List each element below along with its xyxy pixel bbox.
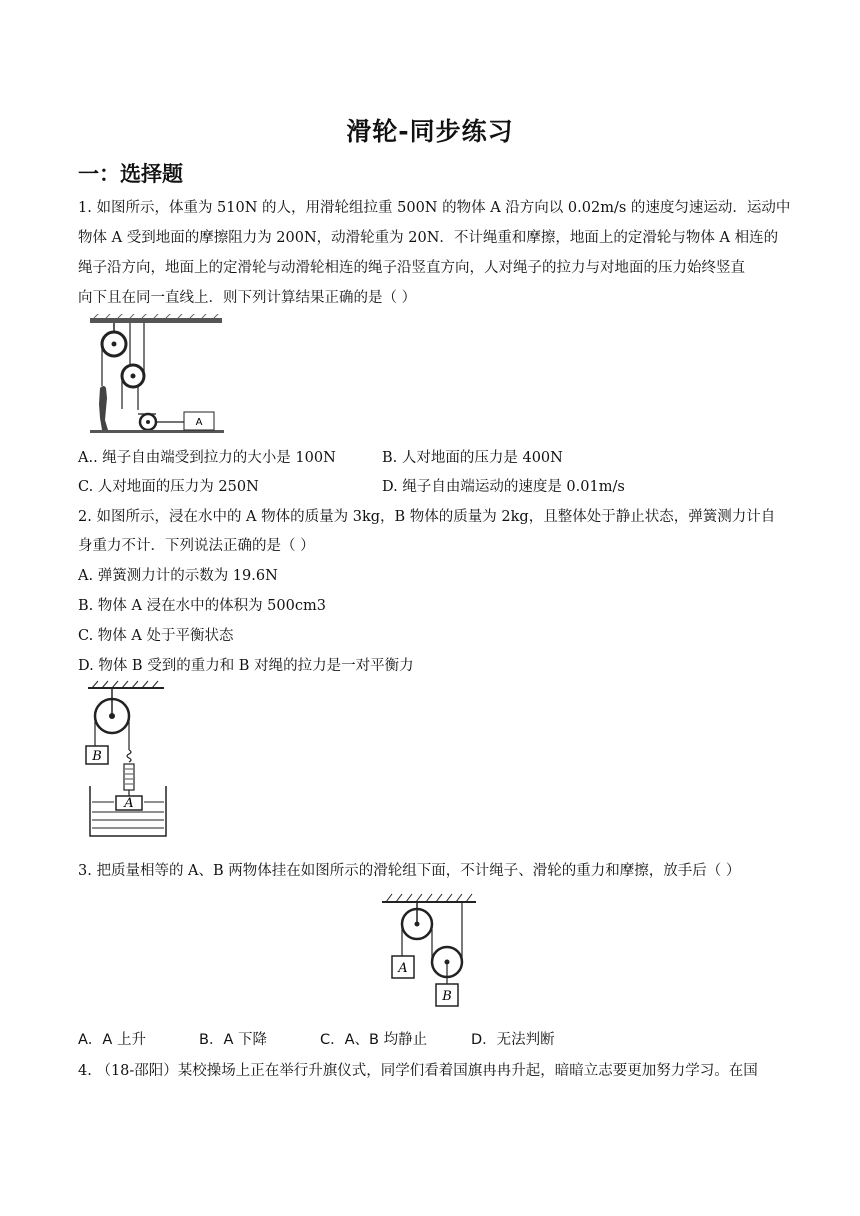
q4-line-1: 4. （18-邵阳）某校操场上正在举行升旗仪式，同学们看着国旗冉冉升起，暗暗立志要更加努力学习。在国 [78,1063,758,1079]
q2-line-1: 2. 如图所示，浸在水中的 A 物体的质量为 3kg，B 物体的质量为 2kg，且整体处于静止状态，弹簧测力计自 [78,509,776,525]
section-heading: 一：选择题 [78,162,183,186]
q1-option-a: A.. 绳子自由端受到拉力的大小是 100N [78,450,336,466]
q1-line-4: 向下且在同一直线上．则下列计算结果正确的是（ ） [78,290,417,306]
q3-label-a: A [398,961,408,976]
page-title: 滑轮-同步练习 [346,117,514,146]
q2-label-a: A [124,796,134,811]
q1-pulley-figure [86,314,228,438]
q3-option-d: D．无法判断 [471,1032,555,1048]
q3-option-a: A．A 上升 [78,1032,146,1048]
q2-pulley-figure [84,680,170,840]
q2-option-b: B. 物体 A 浸在水中的体积为 500cm3 [78,598,326,614]
q1-option-d: D. 绳子自由端运动的速度是 0.01m/s [382,479,625,495]
q3-option-c: C．A、B 均静止 [320,1032,428,1048]
q2-line-2: 身重力不计．下列说法正确的是（ ） [78,538,315,554]
q2-label-b: B [92,749,102,764]
q1-option-c: C. 人对地面的压力为 250N [78,479,259,495]
q1-block-label: A [195,417,203,428]
q3-pulley-figure [378,890,480,1010]
q1-line-3: 绳子沿方向，地面上的定滑轮与动滑轮相连的绳子沿竖直方向，人对绳子的拉力与对地面的压力始终竖直 [78,260,745,276]
q2-option-d: D. 物体 B 受到的重力和 B 对绳的拉力是一对平衡力 [78,658,414,674]
q1-option-b: B. 人对地面的压力是 400N [382,450,563,466]
q1-line-1: 1. 如图所示，体重为 510N 的人，用滑轮组拉重 500N 的物体 A 沿方向以 0.02m/s 的速度匀速运动．运动中 [78,200,791,216]
q1-line-2: 物体 A 受到地面的摩擦阻力为 200N，动滑轮重为 20N．不计绳重和摩擦，地面上的定滑轮与物体 A 相连的 [78,230,779,246]
q2-option-a: A. 弹簧测力计的示数为 19.6N [78,568,278,584]
q2-option-c: C. 物体 A 处于平衡状态 [78,628,234,644]
q3-label-b: B [442,989,452,1004]
q3-stem: 3. 把质量相等的 A、B 两物体挂在如图所示的滑轮组下面，不计绳子、滑轮的重力和摩擦，放手后（ ） [78,863,741,879]
q3-option-b: B．A 下降 [199,1032,267,1048]
